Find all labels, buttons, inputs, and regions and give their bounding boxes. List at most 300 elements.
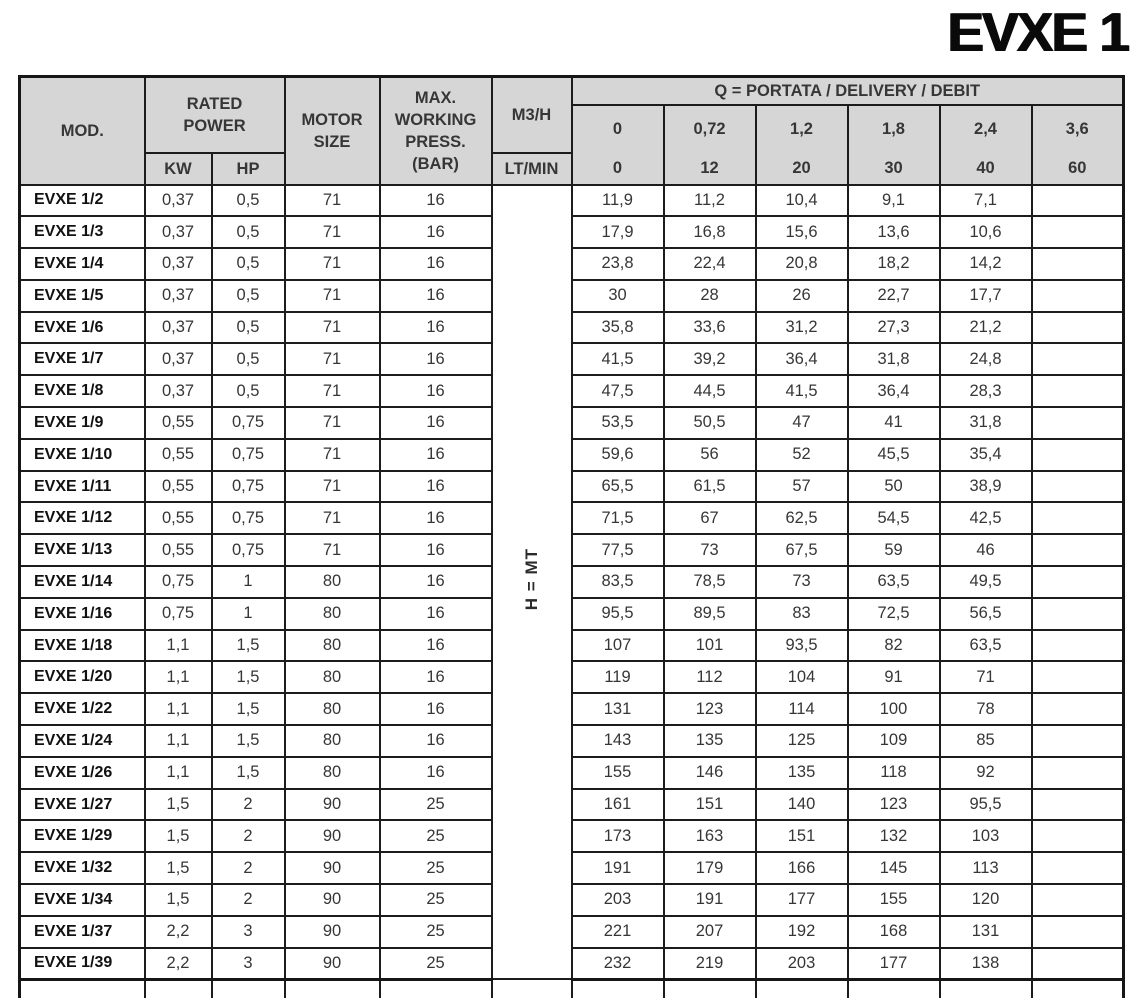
head-value-cell: 24,8 bbox=[940, 343, 1032, 375]
max-press-cell: 16 bbox=[380, 185, 492, 217]
max-press-cell: 25 bbox=[380, 884, 492, 916]
max-press-cell: 16 bbox=[380, 534, 492, 566]
kw-cell: 0,55 bbox=[145, 407, 212, 439]
head-value-cell: 103 bbox=[940, 820, 1032, 852]
kw-cell: 0,55 bbox=[145, 439, 212, 471]
model-cell: EVXE 1/7 bbox=[20, 343, 145, 375]
cropped-cell bbox=[380, 979, 492, 998]
head-value-cell: 61,5 bbox=[664, 471, 756, 503]
head-value-cell: 140 bbox=[756, 789, 848, 821]
motor-size-cell: 90 bbox=[285, 948, 380, 980]
head-value-cell: 26 bbox=[756, 280, 848, 312]
hp-cell: 1,5 bbox=[212, 693, 285, 725]
cropped-cell bbox=[940, 979, 1032, 998]
head-value-cell: 41,5 bbox=[756, 375, 848, 407]
model-cell: EVXE 1/24 bbox=[20, 725, 145, 757]
head-value-cell: 17,9 bbox=[572, 216, 664, 248]
head-value-cell: 35,4 bbox=[940, 439, 1032, 471]
head-value-cell: 47 bbox=[756, 407, 848, 439]
head-value-cell bbox=[1032, 566, 1124, 598]
head-value-cell: 221 bbox=[572, 916, 664, 948]
hp-cell: 0,5 bbox=[212, 216, 285, 248]
head-value-cell: 101 bbox=[664, 630, 756, 662]
head-value-cell: 82 bbox=[848, 630, 940, 662]
motor-size-cell: 90 bbox=[285, 852, 380, 884]
hp-cell: 0,5 bbox=[212, 312, 285, 344]
motor-size-cell: 71 bbox=[285, 375, 380, 407]
kw-cell: 0,37 bbox=[145, 248, 212, 280]
head-value-cell: 59,6 bbox=[572, 439, 664, 471]
hp-cell: 0,75 bbox=[212, 502, 285, 534]
head-value-cell: 45,5 bbox=[848, 439, 940, 471]
kw-cell: 1,1 bbox=[145, 725, 212, 757]
max-press-cell: 16 bbox=[380, 375, 492, 407]
head-value-cell: 118 bbox=[848, 757, 940, 789]
table-row bbox=[20, 725, 1124, 757]
head-value-cell: 36,4 bbox=[848, 375, 940, 407]
max-press-cell: 16 bbox=[380, 280, 492, 312]
model-cell: EVXE 1/32 bbox=[20, 852, 145, 884]
motor-size-line: MOTOR bbox=[301, 110, 363, 129]
model-cell: EVXE 1/9 bbox=[20, 407, 145, 439]
kw-cell: 2,2 bbox=[145, 948, 212, 980]
head-value-cell: 71,5 bbox=[572, 502, 664, 534]
head-value-cell bbox=[1032, 407, 1124, 439]
model-cell: EVXE 1/20 bbox=[20, 661, 145, 693]
table-row bbox=[20, 693, 1124, 725]
head-value-cell: 50 bbox=[848, 471, 940, 503]
head-value-cell: 13,6 bbox=[848, 216, 940, 248]
head-value-cell: 203 bbox=[572, 884, 664, 916]
head-value-cell: 28,3 bbox=[940, 375, 1032, 407]
head-value-cell bbox=[1032, 312, 1124, 344]
h-mt-label: H = MT bbox=[521, 548, 541, 611]
col-header-max-press bbox=[380, 77, 492, 185]
head-value-cell: 16,8 bbox=[664, 216, 756, 248]
ltmin-value: 30 bbox=[848, 153, 940, 185]
head-value-cell: 38,9 bbox=[940, 471, 1032, 503]
head-value-cell: 95,5 bbox=[940, 789, 1032, 821]
col-header-motor-size bbox=[285, 77, 380, 185]
head-value-cell: 203 bbox=[756, 948, 848, 980]
table-row bbox=[20, 280, 1124, 312]
model-cell: EVXE 1/26 bbox=[20, 757, 145, 789]
max-press-cell: 16 bbox=[380, 598, 492, 630]
ltmin-value: 60 bbox=[1032, 153, 1124, 185]
cropped-cell bbox=[848, 979, 940, 998]
head-value-cell: 166 bbox=[756, 852, 848, 884]
hp-cell: 0,5 bbox=[212, 343, 285, 375]
table-row bbox=[20, 248, 1124, 280]
table-row bbox=[20, 820, 1124, 852]
head-value-cell: 15,6 bbox=[756, 216, 848, 248]
kw-cell: 1,5 bbox=[145, 789, 212, 821]
table-row bbox=[20, 312, 1124, 344]
head-value-cell: 107 bbox=[572, 630, 664, 662]
head-value-cell: 191 bbox=[572, 852, 664, 884]
model-cell: EVXE 1/16 bbox=[20, 598, 145, 630]
hp-cell: 2 bbox=[212, 789, 285, 821]
head-value-cell: 179 bbox=[664, 852, 756, 884]
head-value-cell bbox=[1032, 725, 1124, 757]
cropped-cell bbox=[285, 979, 380, 998]
table-body bbox=[20, 185, 1124, 999]
model-cell: EVXE 1/5 bbox=[20, 280, 145, 312]
head-value-cell bbox=[1032, 884, 1124, 916]
hp-cell: 0,75 bbox=[212, 439, 285, 471]
head-value-cell: 114 bbox=[756, 693, 848, 725]
motor-size-cell: 80 bbox=[285, 693, 380, 725]
head-value-cell: 22,7 bbox=[848, 280, 940, 312]
motor-size-cell: 90 bbox=[285, 916, 380, 948]
hp-cell: 3 bbox=[212, 916, 285, 948]
head-value-cell: 59 bbox=[848, 534, 940, 566]
head-value-cell: 23,8 bbox=[572, 248, 664, 280]
max-press-cell: 16 bbox=[380, 407, 492, 439]
kw-cell: 1,5 bbox=[145, 820, 212, 852]
col-header-ltmin: LT/MIN bbox=[492, 153, 572, 185]
table-row bbox=[20, 884, 1124, 916]
cropped-cell bbox=[20, 979, 145, 998]
col-header-m3h: M3/H bbox=[492, 77, 572, 153]
head-value-cell: 31,2 bbox=[756, 312, 848, 344]
kw-cell: 2,2 bbox=[145, 916, 212, 948]
head-value-cell: 31,8 bbox=[940, 407, 1032, 439]
head-value-cell: 36,4 bbox=[756, 343, 848, 375]
head-value-cell: 67,5 bbox=[756, 534, 848, 566]
max-press-cell: 16 bbox=[380, 439, 492, 471]
table-row bbox=[20, 789, 1124, 821]
max-press-cell: 16 bbox=[380, 661, 492, 693]
head-value-cell: 42,5 bbox=[940, 502, 1032, 534]
hp-cell: 0,75 bbox=[212, 471, 285, 503]
kw-cell: 1,1 bbox=[145, 757, 212, 789]
cropped-cell bbox=[145, 979, 212, 998]
head-value-cell: 17,7 bbox=[940, 280, 1032, 312]
table-row bbox=[20, 916, 1124, 948]
max-press-cell: 16 bbox=[380, 502, 492, 534]
head-value-cell: 63,5 bbox=[940, 630, 1032, 662]
head-value-cell bbox=[1032, 185, 1124, 217]
head-value-cell bbox=[1032, 375, 1124, 407]
head-value-cell: 77,5 bbox=[572, 534, 664, 566]
table-row bbox=[20, 471, 1124, 503]
table-row bbox=[20, 757, 1124, 789]
m3h-value: 1,2 bbox=[756, 105, 848, 153]
table-row bbox=[20, 661, 1124, 693]
head-value-cell: 146 bbox=[664, 757, 756, 789]
hp-cell: 1,5 bbox=[212, 725, 285, 757]
model-cell: EVXE 1/10 bbox=[20, 439, 145, 471]
ltmin-value: 40 bbox=[940, 153, 1032, 185]
hp-cell: 0,75 bbox=[212, 534, 285, 566]
head-value-cell: 83,5 bbox=[572, 566, 664, 598]
head-value-cell: 78,5 bbox=[664, 566, 756, 598]
max-press-line: (BAR) bbox=[412, 154, 459, 173]
kw-cell: 0,55 bbox=[145, 502, 212, 534]
head-value-cell: 95,5 bbox=[572, 598, 664, 630]
model-cell: EVXE 1/29 bbox=[20, 820, 145, 852]
head-value-cell: 163 bbox=[664, 820, 756, 852]
max-press-cell: 16 bbox=[380, 312, 492, 344]
max-press-cell: 16 bbox=[380, 343, 492, 375]
head-value-cell: 10,6 bbox=[940, 216, 1032, 248]
hp-cell: 0,5 bbox=[212, 248, 285, 280]
model-cell: EVXE 1/4 bbox=[20, 248, 145, 280]
cropped-cell bbox=[1032, 979, 1124, 998]
head-value-cell: 168 bbox=[848, 916, 940, 948]
m3h-value: 0,72 bbox=[664, 105, 756, 153]
motor-size-cell: 80 bbox=[285, 661, 380, 693]
motor-size-cell: 80 bbox=[285, 566, 380, 598]
m3h-value: 3,6 bbox=[1032, 105, 1124, 153]
model-cell: EVXE 1/12 bbox=[20, 502, 145, 534]
head-value-cell: 177 bbox=[848, 948, 940, 980]
kw-cell: 0,55 bbox=[145, 471, 212, 503]
head-value-cell bbox=[1032, 248, 1124, 280]
m3h-value: 1,8 bbox=[848, 105, 940, 153]
cropped-cell bbox=[572, 979, 664, 998]
model-cell: EVXE 1/2 bbox=[20, 185, 145, 217]
motor-size-cell: 71 bbox=[285, 407, 380, 439]
hp-cell: 1,5 bbox=[212, 757, 285, 789]
head-value-cell bbox=[1032, 280, 1124, 312]
head-value-cell: 125 bbox=[756, 725, 848, 757]
head-value-cell: 191 bbox=[664, 884, 756, 916]
head-value-cell: 131 bbox=[572, 693, 664, 725]
ltmin-value: 12 bbox=[664, 153, 756, 185]
table-row bbox=[20, 852, 1124, 884]
head-value-cell: 73 bbox=[756, 566, 848, 598]
max-press-line: WORKING bbox=[394, 110, 477, 129]
hp-cell: 2 bbox=[212, 820, 285, 852]
head-value-cell: 177 bbox=[756, 884, 848, 916]
head-value-cell bbox=[1032, 916, 1124, 948]
head-value-cell: 50,5 bbox=[664, 407, 756, 439]
motor-size-cell: 71 bbox=[285, 534, 380, 566]
head-value-cell: 9,1 bbox=[848, 185, 940, 217]
model-cell: EVXE 1/22 bbox=[20, 693, 145, 725]
head-value-cell: 93,5 bbox=[756, 630, 848, 662]
motor-size-cell: 71 bbox=[285, 216, 380, 248]
motor-size-cell: 71 bbox=[285, 312, 380, 344]
hp-cell: 1 bbox=[212, 566, 285, 598]
max-press-cell: 16 bbox=[380, 216, 492, 248]
motor-size-cell: 90 bbox=[285, 789, 380, 821]
col-header-kw: KW bbox=[145, 153, 212, 185]
cropped-partial-row bbox=[20, 979, 1124, 998]
head-value-cell bbox=[1032, 216, 1124, 248]
head-value-cell: 143 bbox=[572, 725, 664, 757]
col-header-mod: MOD. bbox=[20, 77, 145, 185]
hp-cell: 2 bbox=[212, 884, 285, 916]
head-value-cell: 232 bbox=[572, 948, 664, 980]
head-value-cell: 56 bbox=[664, 439, 756, 471]
motor-size-cell: 90 bbox=[285, 884, 380, 916]
head-value-cell: 119 bbox=[572, 661, 664, 693]
motor-size-cell: 80 bbox=[285, 598, 380, 630]
cropped-cell bbox=[756, 979, 848, 998]
max-press-cell: 16 bbox=[380, 566, 492, 598]
head-value-cell: 100 bbox=[848, 693, 940, 725]
kw-cell: 0,37 bbox=[145, 343, 212, 375]
kw-cell: 0,37 bbox=[145, 216, 212, 248]
head-value-cell bbox=[1032, 852, 1124, 884]
head-value-cell: 49,5 bbox=[940, 566, 1032, 598]
rated-power-line: POWER bbox=[183, 116, 246, 135]
table-row bbox=[20, 948, 1124, 980]
head-value-cell: 192 bbox=[756, 916, 848, 948]
kw-cell: 1,1 bbox=[145, 630, 212, 662]
max-press-cell: 16 bbox=[380, 693, 492, 725]
head-value-cell: 67 bbox=[664, 502, 756, 534]
max-press-cell: 25 bbox=[380, 948, 492, 980]
head-value-cell: 14,2 bbox=[940, 248, 1032, 280]
table-row bbox=[20, 598, 1124, 630]
kw-cell: 1,1 bbox=[145, 693, 212, 725]
head-value-cell: 104 bbox=[756, 661, 848, 693]
model-cell: EVXE 1/39 bbox=[20, 948, 145, 980]
head-value-cell: 65,5 bbox=[572, 471, 664, 503]
head-value-cell: 151 bbox=[664, 789, 756, 821]
max-press-cell: 25 bbox=[380, 820, 492, 852]
motor-size-cell: 71 bbox=[285, 439, 380, 471]
head-value-cell: 145 bbox=[848, 852, 940, 884]
head-value-cell bbox=[1032, 693, 1124, 725]
motor-size-cell: 71 bbox=[285, 343, 380, 375]
head-value-cell: 22,4 bbox=[664, 248, 756, 280]
head-value-cell: 21,2 bbox=[940, 312, 1032, 344]
ltmin-value: 0 bbox=[572, 153, 664, 185]
ltmin-value: 20 bbox=[756, 153, 848, 185]
head-value-cell: 83 bbox=[756, 598, 848, 630]
col-header-rated-power bbox=[145, 77, 285, 153]
head-value-cell: 120 bbox=[940, 884, 1032, 916]
motor-size-cell: 71 bbox=[285, 280, 380, 312]
table-row bbox=[20, 407, 1124, 439]
hp-cell: 1,5 bbox=[212, 630, 285, 662]
head-value-cell: 20,8 bbox=[756, 248, 848, 280]
head-value-cell: 33,6 bbox=[664, 312, 756, 344]
head-value-cell bbox=[1032, 502, 1124, 534]
head-value-cell: 41,5 bbox=[572, 343, 664, 375]
head-value-cell: 46 bbox=[940, 534, 1032, 566]
head-value-cell: 18,2 bbox=[848, 248, 940, 280]
table-row bbox=[20, 502, 1124, 534]
hp-cell: 3 bbox=[212, 948, 285, 980]
motor-size-cell: 80 bbox=[285, 757, 380, 789]
col-header-q-delivery: Q = PORTATA / DELIVERY / DEBIT bbox=[572, 77, 1124, 105]
m3h-value: 2,4 bbox=[940, 105, 1032, 153]
hp-cell: 0,75 bbox=[212, 407, 285, 439]
kw-cell: 0,75 bbox=[145, 566, 212, 598]
max-press-cell: 16 bbox=[380, 725, 492, 757]
kw-cell: 0,55 bbox=[145, 534, 212, 566]
max-press-line: PRESS. bbox=[405, 132, 466, 151]
kw-cell: 1,5 bbox=[145, 852, 212, 884]
hp-cell: 1,5 bbox=[212, 661, 285, 693]
head-value-cell: 11,9 bbox=[572, 185, 664, 217]
head-value-cell: 138 bbox=[940, 948, 1032, 980]
motor-size-cell: 71 bbox=[285, 502, 380, 534]
head-value-cell: 78 bbox=[940, 693, 1032, 725]
kw-cell: 0,75 bbox=[145, 598, 212, 630]
head-value-cell bbox=[1032, 598, 1124, 630]
max-press-cell: 25 bbox=[380, 852, 492, 884]
head-value-cell: 173 bbox=[572, 820, 664, 852]
model-cell: EVXE 1/3 bbox=[20, 216, 145, 248]
head-value-cell: 92 bbox=[940, 757, 1032, 789]
head-value-cell: 44,5 bbox=[664, 375, 756, 407]
table-row bbox=[20, 375, 1124, 407]
kw-cell: 0,37 bbox=[145, 280, 212, 312]
head-value-cell bbox=[1032, 661, 1124, 693]
model-cell: EVXE 1/37 bbox=[20, 916, 145, 948]
table-row bbox=[20, 216, 1124, 248]
head-value-cell: 112 bbox=[664, 661, 756, 693]
max-press-cell: 16 bbox=[380, 248, 492, 280]
model-cell: EVXE 1/13 bbox=[20, 534, 145, 566]
kw-cell: 1,5 bbox=[145, 884, 212, 916]
head-value-cell bbox=[1032, 343, 1124, 375]
head-value-cell: 39,2 bbox=[664, 343, 756, 375]
hp-cell: 0,5 bbox=[212, 375, 285, 407]
hp-cell: 0,5 bbox=[212, 185, 285, 217]
head-value-cell: 71 bbox=[940, 661, 1032, 693]
head-value-cell: 63,5 bbox=[848, 566, 940, 598]
head-value-cell: 27,3 bbox=[848, 312, 940, 344]
head-value-cell: 123 bbox=[664, 693, 756, 725]
max-press-cell: 16 bbox=[380, 630, 492, 662]
head-value-cell bbox=[1032, 948, 1124, 980]
cropped-cell bbox=[492, 979, 572, 998]
head-value-cell bbox=[1032, 820, 1124, 852]
model-cell: EVXE 1/11 bbox=[20, 471, 145, 503]
head-value-cell: 35,8 bbox=[572, 312, 664, 344]
pump-spec-table bbox=[18, 75, 1125, 998]
table-row bbox=[20, 185, 1124, 217]
head-value-cell: 62,5 bbox=[756, 502, 848, 534]
max-press-line: MAX. bbox=[414, 88, 457, 107]
motor-size-cell: 71 bbox=[285, 248, 380, 280]
model-cell: EVXE 1/27 bbox=[20, 789, 145, 821]
hp-cell: 0,5 bbox=[212, 280, 285, 312]
max-press-cell: 25 bbox=[380, 916, 492, 948]
head-value-cell bbox=[1032, 534, 1124, 566]
head-value-cell: 41 bbox=[848, 407, 940, 439]
model-cell: EVXE 1/18 bbox=[20, 630, 145, 662]
motor-size-cell: 80 bbox=[285, 725, 380, 757]
head-value-cell: 52 bbox=[756, 439, 848, 471]
head-value-cell: 155 bbox=[572, 757, 664, 789]
head-value-cell: 57 bbox=[756, 471, 848, 503]
kw-cell: 1,1 bbox=[145, 661, 212, 693]
head-value-cell: 219 bbox=[664, 948, 756, 980]
head-value-cell: 73 bbox=[664, 534, 756, 566]
head-value-cell: 72,5 bbox=[848, 598, 940, 630]
head-value-cell bbox=[1032, 471, 1124, 503]
head-value-cell: 135 bbox=[664, 725, 756, 757]
motor-size-cell: 90 bbox=[285, 820, 380, 852]
head-value-cell: 113 bbox=[940, 852, 1032, 884]
head-value-cell: 131 bbox=[940, 916, 1032, 948]
head-value-cell: 30 bbox=[572, 280, 664, 312]
m3h-value: 0 bbox=[572, 105, 664, 153]
head-value-cell: 91 bbox=[848, 661, 940, 693]
head-value-cell: 31,8 bbox=[848, 343, 940, 375]
head-value-cell bbox=[1032, 789, 1124, 821]
motor-size-cell: 71 bbox=[285, 471, 380, 503]
